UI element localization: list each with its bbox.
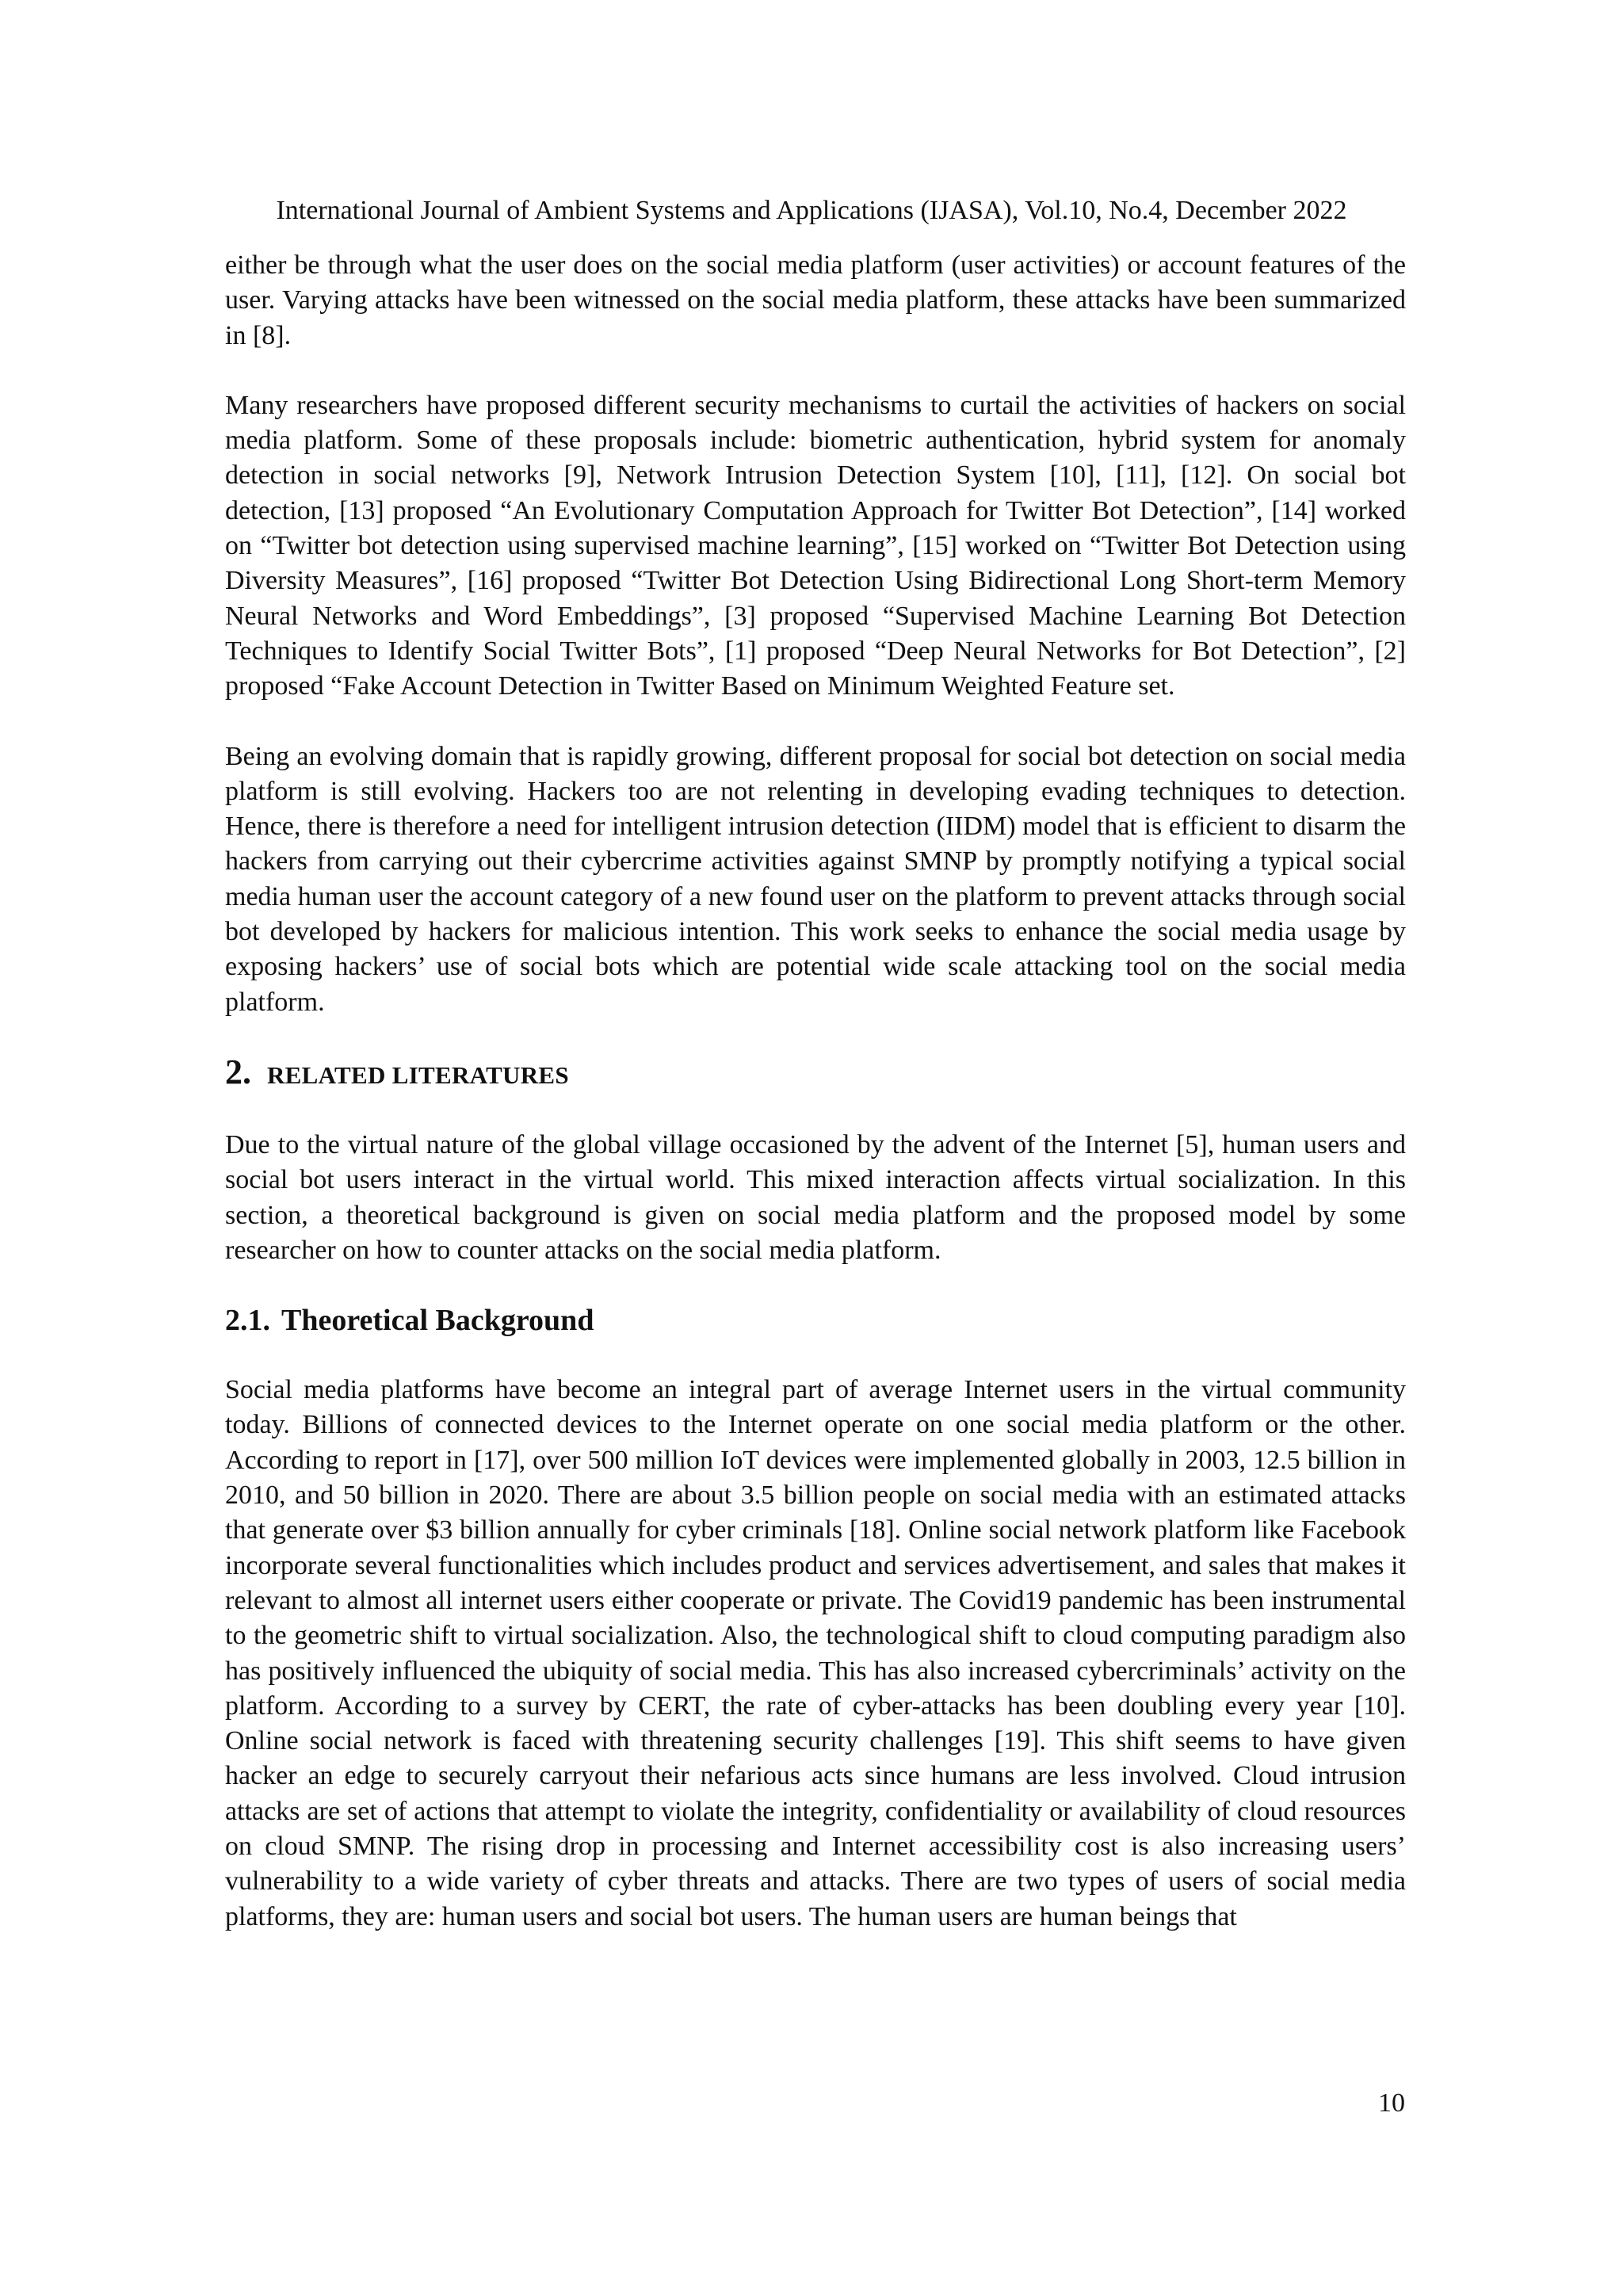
section-title: RELATED LITERATURES	[267, 1060, 569, 1089]
page-number: 10	[1378, 2088, 1405, 2118]
subsection-heading-theoretical-background	[225, 1303, 1406, 1338]
running-header: International Journal of Ambient Systems and Applications (IJASA), Vol.10, No.4, December 2022	[276, 196, 1347, 225]
page-body	[225, 248, 1406, 1935]
subsection-title: Theoretical Background	[281, 1304, 594, 1338]
paragraph-virtual-nature: Due to the virtual nature of the global village occasioned by the advent of the Internet [5], human users and social bot users interact in the virtual world. This mixed interaction affects virtual socialization. In this section, a theoretical background is given on social media platform and the proposed model by some researcher on how to counter attacks on the social media platform.	[225, 1129, 1406, 1265]
subsection-number: 2.1.	[225, 1304, 270, 1338]
paragraph-user-features: either be through what the user does on the social media platform (user activities) or account features of the user. Varying attacks have been witnessed on the social media platform, these attacks have been summarized in [8].	[225, 250, 1406, 350]
section-number: 2.	[225, 1052, 251, 1091]
paragraph-evolving-domain: Being an evolving domain that is rapidly growing, different proposal for social bot detection on social media platform is still evolving. Hackers too are not relenting in developing evading techniques to detection. Hence, there is therefore a need for intelligent intrusion detection (IIDM) model that is efficient to disarm the hackers from carrying out their cybercrime activities against SMNP by promptly notifying a typical social media human user the account category of a new found user on the platform to prevent attacks through social bot developed by hackers for malicious intention. This work seeks to enhance the social media usage by exposing hackers’ use of social bots which are potential wide scale attacking tool on the social media platform.	[225, 741, 1406, 1017]
section-heading-related-literatures	[225, 1052, 1406, 1093]
paragraph-social-media-platforms: Social media platforms have become an integral part of average Internet users in the virtual community today. Billions of connected devices to the Internet operate on one social media platform or the other. According to report in [17], over 500 million IoT devices were implemented globally in 2003, 12.5 billion in 2010, and 50 billion in 2020. There are about 3.5 billion people on social media with an estimated attacks that generate over $3 billion annually for cyber criminals [18]. Online social network platform like Facebook incorporate several functionalities which includes product and services advertisement, and sales that makes it relevant to almost all internet users either cooperate or private. The Covid19 pandemic has been instrumental to the geometric shift to virtual socialization. Also, the technological shift to cloud computing paradigm also has positively influenced the ubiquity of social media. This has also increased cybercriminals’ activity on the platform. According to a survey by CERT, the rate of cyber-attacks has been doubling every year [10]. Online social network is faced with threatening security challenges [19]. This shift seems to have given hacker an edge to securely carryout their nefarious acts since humans are less involved. Cloud intrusion attacks are set of actions that attempt to violate the integrity, confidentiality or availability of cloud resources on cloud SMNP. The rising drop in processing and Internet accessibility cost is also increasing users’ vulnerability to a wide variety of cyber threats and attacks. There are two types of users of social media platforms, they are: human users and social bot users. The human users are human beings that	[225, 1375, 1406, 1931]
paragraph-security-mechanisms: Many researchers have proposed different security mechanisms to curtail the activities of hackers on social media platform. Some of these proposals include: biometric authentication, hybrid system for anomaly detection in social networks [9], Network Intrusion Detection System [10], [11], [12]. On social bot detection, [13] proposed “An Evolutionary Computation Approach for Twitter Bot Detection”, [14] worked on “Twitter bot detection using supervised machine learning”, [15] worked on “Twitter Bot Detection using Diversity Measures”, [16] proposed “Twitter Bot Detection Using Bidirectional Long Short-term Memory Neural Networks and Word Embeddings”, [3] proposed “Supervised Machine Learning Bot Detection Techniques to Identify Social Twitter Bots”, [1] proposed “Deep Neural Networks for Bot Detection”, [2] proposed “Fake Account Detection in Twitter Based on Minimum Weighted Feature set.	[225, 390, 1406, 701]
